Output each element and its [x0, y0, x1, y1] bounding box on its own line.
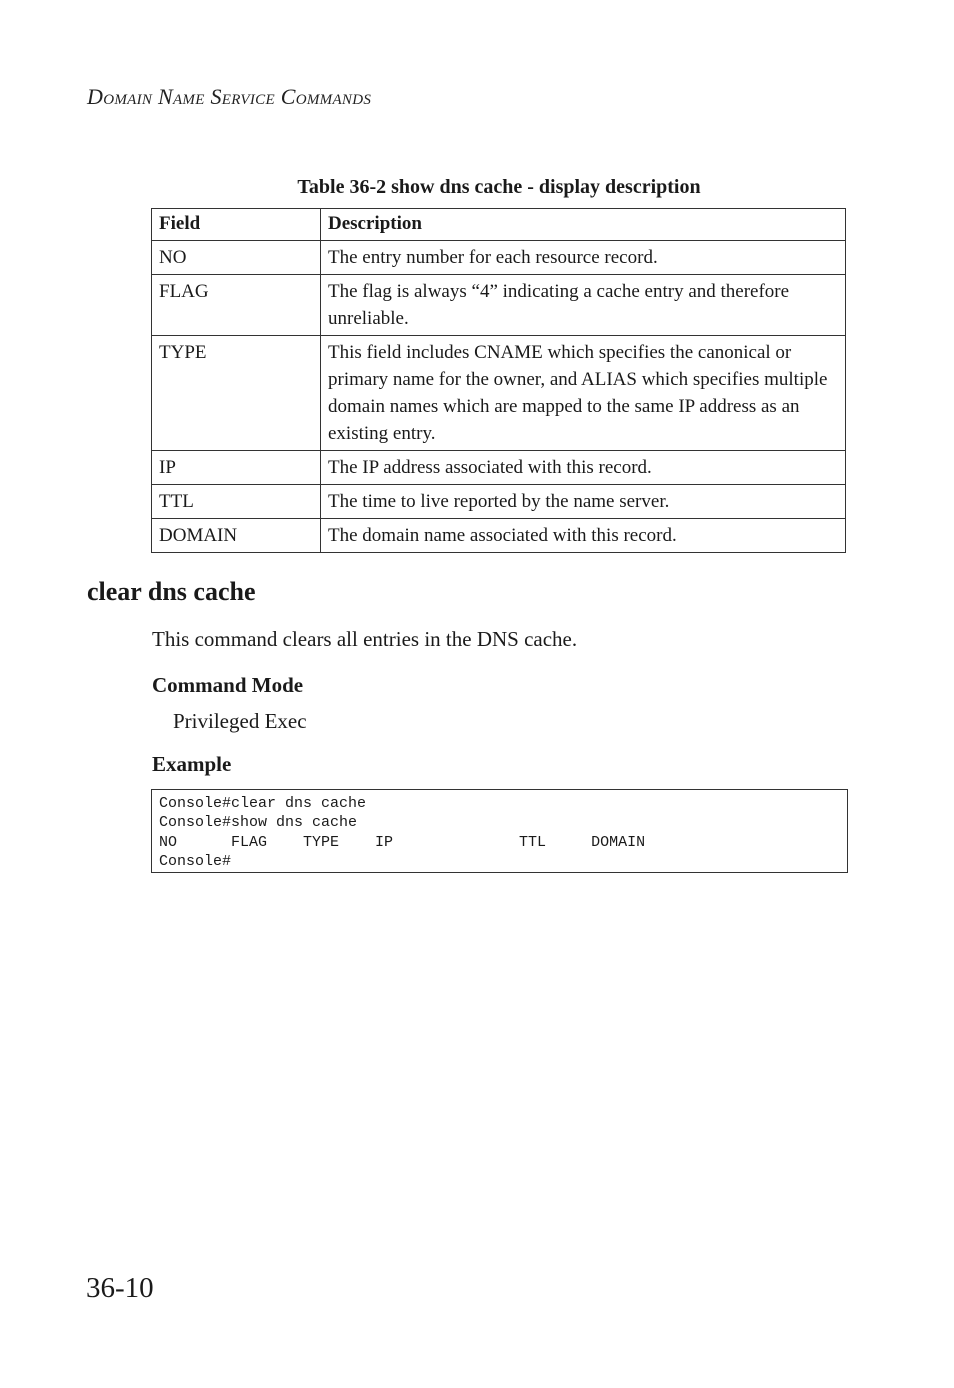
code-line: Console# — [159, 852, 232, 870]
code-line: NO FLAG TYPE IP TTL DOMAIN — [159, 833, 646, 851]
command-description: This command clears all entries in the DNS cache. — [152, 627, 578, 651]
description-cell: The time to live reported by the name server. — [321, 485, 846, 519]
column-header-description: Description — [321, 209, 846, 241]
description-cell: The domain name associated with this record. — [321, 519, 846, 553]
field-cell: NO — [152, 241, 321, 275]
code-line: Console#clear dns cache — [159, 795, 367, 812]
field-description-table — [151, 208, 846, 553]
table-caption: Table 36-2 show dns cache - display description — [297, 176, 701, 198]
table-row — [152, 241, 846, 275]
table-header-row — [152, 209, 846, 241]
running-header: Domain Name Service Commands — [87, 84, 372, 109]
command-mode-value: Privileged Exec — [173, 709, 307, 733]
field-cell: FLAG — [152, 275, 321, 336]
description-cell: This field includes CNAME which specifies the canonical or primary name for the owner, and ALIAS which specifies multiple domain names which are mapped to the same IP address as an existing entry. — [321, 336, 846, 451]
description-cell: The IP address associated with this record. — [321, 451, 846, 485]
table-row — [152, 336, 846, 451]
field-cell: TYPE — [152, 336, 321, 451]
field-cell: TTL — [152, 485, 321, 519]
table-row — [152, 275, 846, 336]
field-cell: DOMAIN — [152, 519, 321, 553]
example-code-block — [151, 789, 848, 873]
column-header-field: Field — [152, 209, 321, 241]
command-mode-heading: Command Mode — [152, 673, 304, 697]
field-cell: IP — [152, 451, 321, 485]
table-row — [152, 519, 846, 553]
description-cell: The entry number for each resource record. — [321, 241, 846, 275]
description-cell: The flag is always “4” indicating a cache entry and therefore unreliable. — [321, 275, 846, 336]
table-row — [152, 485, 846, 519]
code-line: Console#show dns cache — [159, 814, 358, 832]
page-number: 36-10 — [86, 1272, 154, 1304]
example-heading: Example — [152, 752, 232, 776]
section-title: clear dns cache — [87, 577, 256, 606]
table-row — [152, 451, 846, 485]
